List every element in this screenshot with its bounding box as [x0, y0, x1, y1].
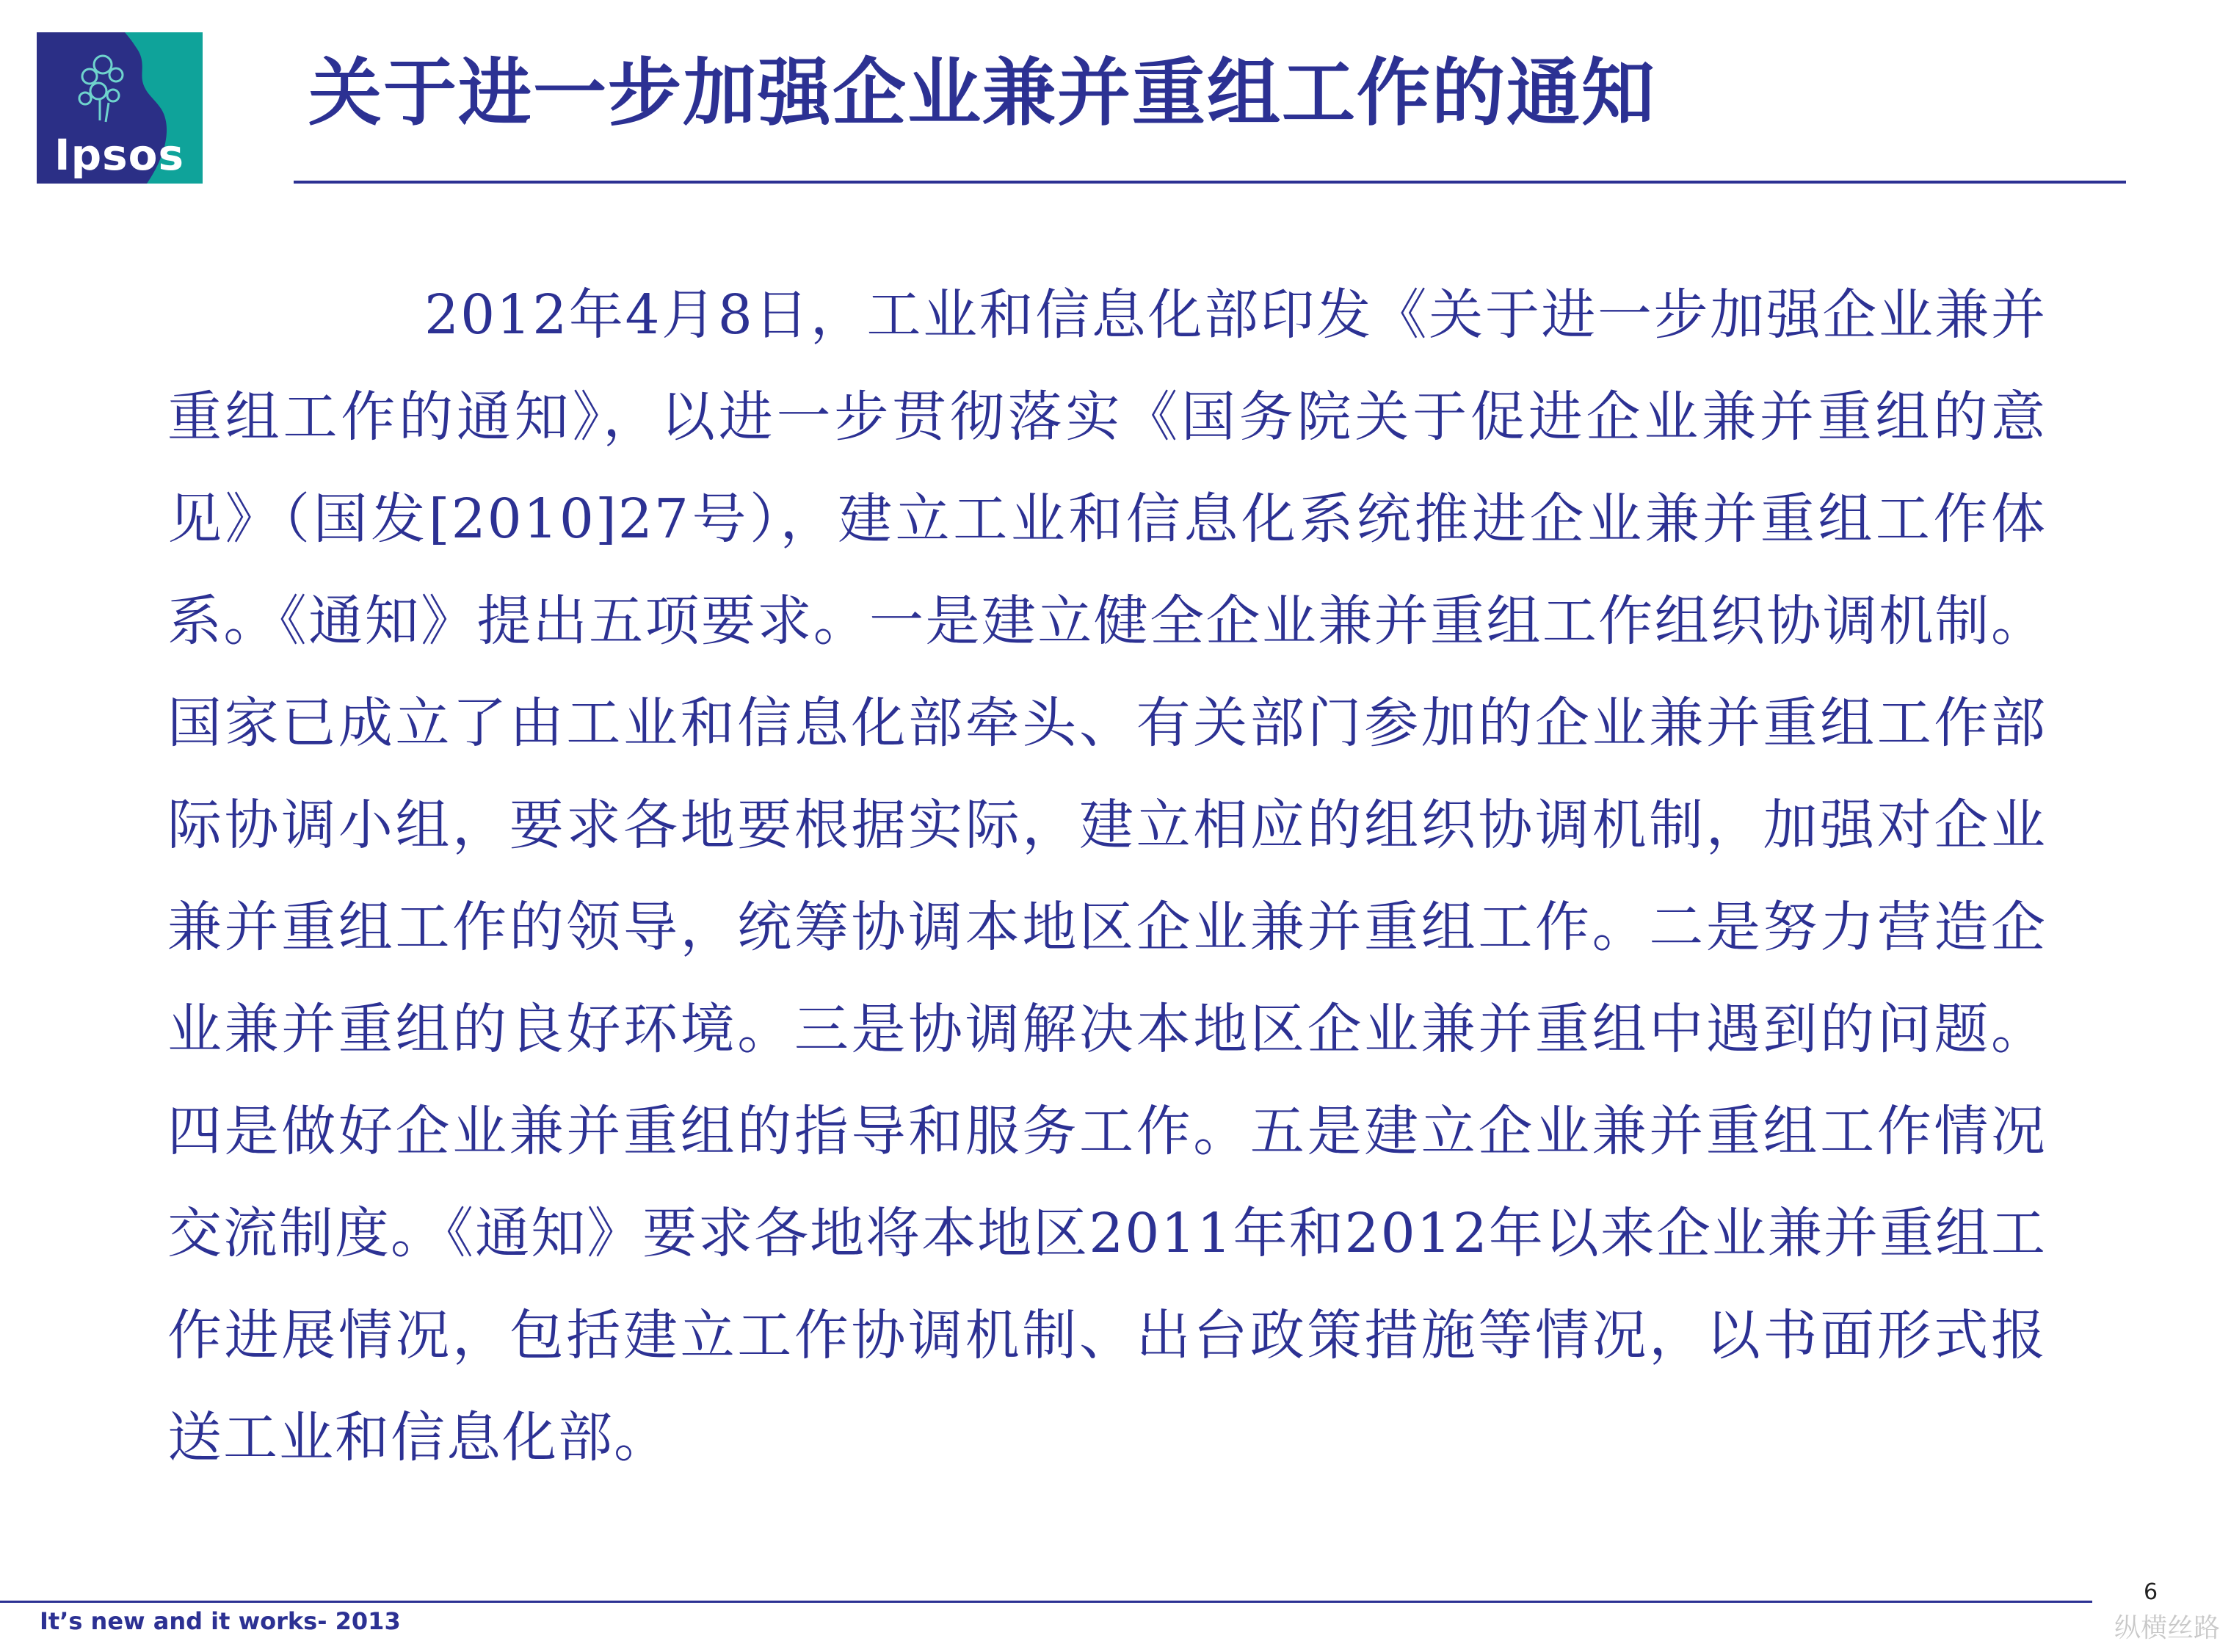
- footer-divider: [0, 1601, 2092, 1603]
- body-paragraph: 2012年4月8日，工业和信息化部印发《关于进一步加强企业兼并重组工作的通知》，以进一步贯彻落实《国务院关于促进企业兼并重组的意见》（国发[2010]27号），建立工业和信息化系统推进企业兼并重组工作体系。《通知》提出五项要求。一是建立健全企业兼并重组工作组织协调机制。国家已成立了由工业和信息化部牵头、有关部门参加的企业兼并重组工作部际协调小组，要求各地要根据实际，建立相应的组织协调机制，加强对企业兼并重组工作的领导，统筹协调本地区企业兼并重组工作。二是努力营造企业兼并重组的良好环境。三是协调解决本地区企业兼并重组中遇到的问题。四是做好企业兼并重组的指导和服务工作。五是建立企业兼并重组工作情况交流制度。《通知》要求各地将本地区2011年和2012年以来企业兼并重组工作进展情况，包括建立工作协调机制、出台政策措施等情况，以书面形式报送工业和信息化部。: [167, 283, 2047, 1469]
- page-number: 6: [2144, 1579, 2158, 1605]
- watermark-text: 纵横丝路: [2114, 1613, 2220, 1643]
- footer-tagline: It’s new and it works- 2013: [40, 1607, 401, 1635]
- ipsos-logo: [37, 32, 203, 184]
- logo-wordmark: Ipsos: [54, 130, 184, 180]
- title-divider: [294, 181, 2126, 184]
- slide-title: 关于进一步加强企业兼并重组工作的通知: [308, 50, 1656, 136]
